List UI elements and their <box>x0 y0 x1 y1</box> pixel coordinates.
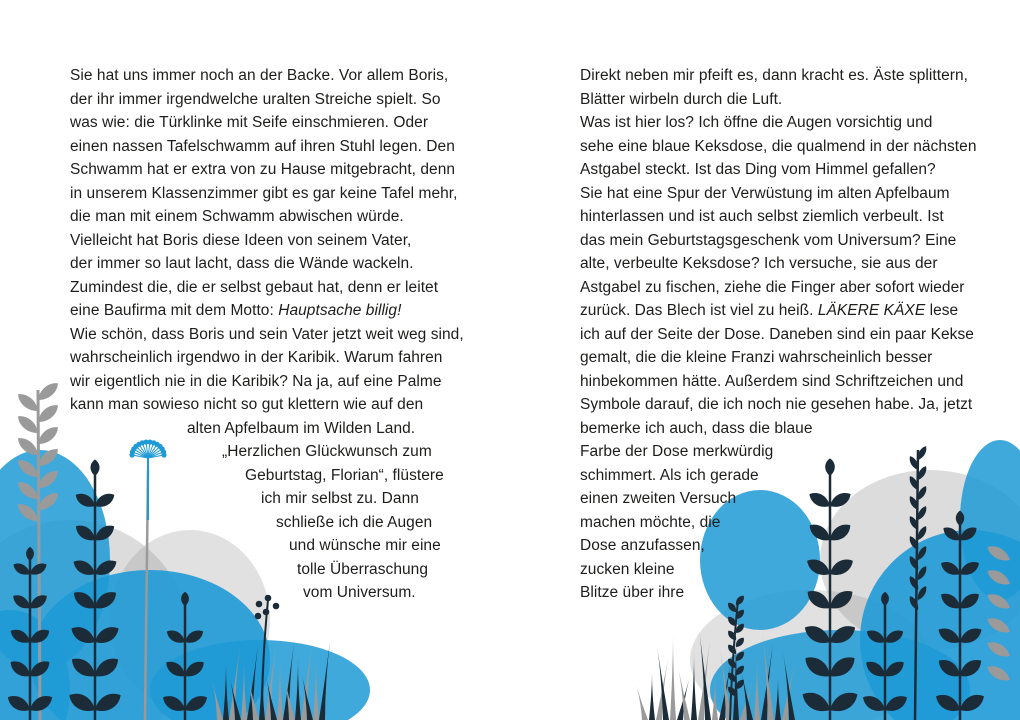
berry <box>265 595 272 602</box>
text-line: Symbole darauf, die ich noch nie gesehen habe. Ja, jetzt <box>580 396 973 413</box>
berry <box>263 609 270 616</box>
text-line: das mein Geburtstagsgeschenk vom Universum? Eine <box>580 232 957 249</box>
text-line: vom Universum. <box>303 584 416 601</box>
text-line: einen nassen Tafelschwamm auf ihren Stuhl legen. Den <box>70 138 455 155</box>
grass-blade <box>649 672 655 720</box>
text-line: Zumindest die, die er selbst gebaut hat, denn er leitet <box>70 279 439 296</box>
text-line: Direkt neben mir pfeift es, dann kracht es. Äste splittern, <box>580 67 969 84</box>
text-line: hinbekommen hätte. Außerdem sind Schriftzeichen und <box>580 373 964 390</box>
text-line: Vielleicht hat Boris diese Ideen von seinem Vater, <box>70 232 412 249</box>
text-line: die man mit einem Schwamm abwischen würde. <box>70 208 404 225</box>
text-line: Farbe der Dose merkwürdig <box>580 443 774 460</box>
text-line: schließe ich die Augen <box>276 514 433 531</box>
text-line: Blitze über ihre <box>580 584 685 601</box>
grass-blade <box>636 685 648 720</box>
text-line: „Herzlichen Glückwunsch zum <box>222 443 432 460</box>
text-line: wir eigentlich nie in die Karibik? Na ja, auf eine Palme <box>70 373 442 390</box>
text-line: Astgabel zu fischen, ziehe die Finger aber sofort wieder <box>580 279 965 296</box>
text-line <box>70 301 401 321</box>
text-line: alten Apfelbaum im Wilden Land. <box>187 420 416 437</box>
text-line: kann man sowieso nicht so gut klettern wie auf den <box>70 396 424 413</box>
text-line: in unserem Klassenzimmer gibt es gar keine Tafel mehr, <box>70 185 458 202</box>
text-line: machen möchte, die <box>580 514 721 531</box>
text-line: gemalt, die die kleine Franzi wahrscheinlich besser <box>580 349 933 366</box>
foliage-blob <box>700 490 820 630</box>
text-line: Wie schön, dass Boris und sein Vater jetzt weit weg sind, <box>70 326 464 343</box>
grass-blade <box>670 633 676 720</box>
text-line: hinterlassen und ist auch selbst ziemlich verbeult. Ist <box>580 208 944 225</box>
leaf <box>91 460 100 477</box>
text-line: bemerke ich auch, dass die blaue <box>580 420 813 437</box>
text-line: der ihr immer irgendwelche uralten Streiche spielt. So <box>70 91 441 108</box>
text-line: der immer so laut lacht, dass die Wände wackeln. <box>70 255 414 272</box>
text-line: tolle Überraschung <box>297 561 428 578</box>
text-line: Dose anzufassen, <box>580 537 705 554</box>
text-line: sehe eine blaue Keksdose, die qualmend in der nächsten <box>580 138 977 155</box>
italic-tin-label: LÄKERE KÄXE <box>817 302 926 319</box>
berry <box>256 601 263 608</box>
text-run: eine Baufirma mit dem Motto: <box>70 302 279 319</box>
text-line: Astgabel steckt. Ist das Ding vom Himmel gefallen? <box>580 161 936 178</box>
leaf <box>825 458 835 476</box>
flower-dot <box>161 452 166 457</box>
text-line: ich mir selbst zu. Dann <box>261 490 419 507</box>
text-line: einen zweiten Versuch <box>580 490 737 507</box>
text-line: zucken kleine <box>580 561 675 578</box>
text-line: Sie hat uns immer noch an der Backe. Vor allem Boris, <box>70 67 449 84</box>
right-page <box>510 0 1020 720</box>
text-run: lese <box>925 302 959 319</box>
text-line: Geburtstag, Florian“, flüstere <box>245 467 444 484</box>
berry <box>273 603 280 610</box>
text-line: was wie: die Türklinke mit Seife einschmieren. Oder <box>70 114 429 131</box>
text-run: zurück. Das Blech ist viel zu heiß. <box>580 302 818 319</box>
text-line <box>580 301 958 321</box>
text-line: Was ist hier los? Ich öffne die Augen vorsichtig und <box>580 114 933 131</box>
italic-motto: Hauptsache billig! <box>278 302 402 319</box>
text-line: und wünsche mir eine <box>289 537 441 554</box>
text-line: Sie hat eine Spur der Verwüstung im alten Apfelbaum <box>580 185 950 202</box>
text-line: Schwamm hat er extra von zu Hause mitgebracht, denn <box>70 161 456 178</box>
text-line: alte, verbeulte Keksdose? Ich versuche, sie aus der <box>580 255 938 272</box>
text-line: Blätter wirbeln durch die Luft. <box>580 91 783 108</box>
text-line: ich auf der Seite der Dose. Daneben sind ein paar Kekse <box>580 326 974 343</box>
text-line: schimmert. Als ich gerade <box>580 467 759 484</box>
berry <box>255 613 262 620</box>
text-line: wahrscheinlich irgendwo in der Karibik. Warum fahren <box>70 349 443 366</box>
